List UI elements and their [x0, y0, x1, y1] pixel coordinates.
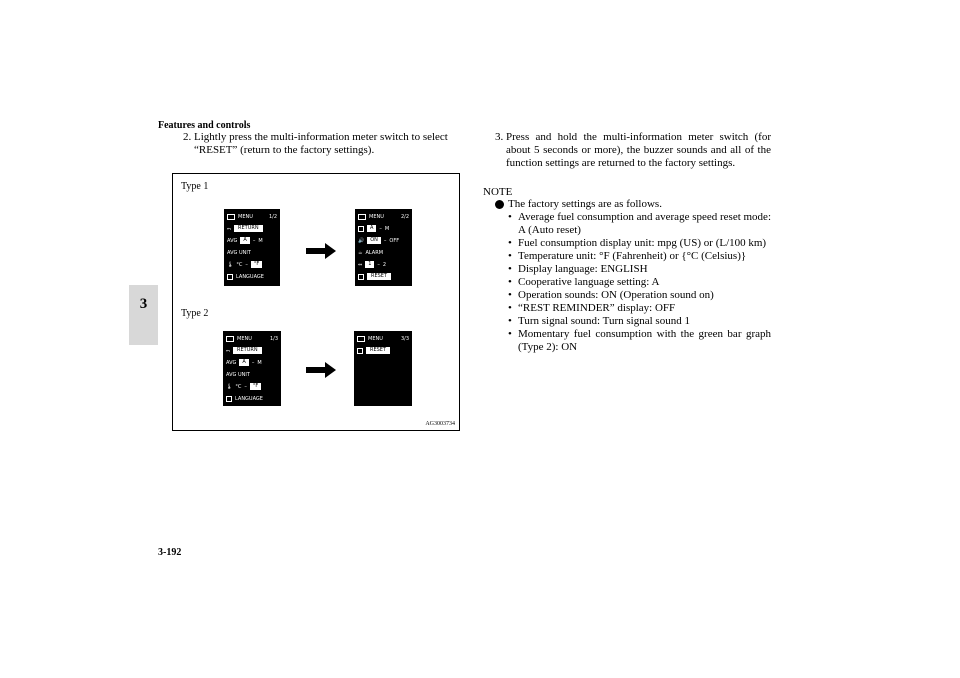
reset-icon [358, 274, 364, 280]
note-list [495, 198, 771, 354]
note-item: • Turn signal sound: Turn signal sound 1 [508, 315, 690, 327]
return-arrow-icon: ⮢ [227, 225, 232, 232]
type2-menu-screen-2: MENU 3/3 RESET [354, 331, 412, 406]
thermometer-icon: 🌡 [227, 261, 234, 268]
note-intro [495, 198, 771, 211]
step-2-number: 2. [183, 131, 192, 143]
menu-icon [226, 336, 234, 342]
language-icon [227, 274, 233, 280]
right-arrow-icon [306, 243, 336, 259]
type1-menu-screen-1: MENU 1/2 ⮢ RETURN AVG A – M AVG UNIT 🌡 °C – °F LANGUAGE [224, 209, 280, 286]
note-item: • Operation sounds: ON (Operation sound on) [508, 289, 714, 301]
note-item: • Momentary fuel consumption with the green bar graph (Type 2): ON [508, 328, 771, 353]
step-2 [183, 131, 461, 157]
step-3-number: 3. [495, 131, 504, 143]
bullet-dot-icon [495, 200, 504, 209]
type-1-label: Type 1 [181, 181, 209, 192]
language-icon [226, 396, 232, 402]
type-2-label: Type 2 [181, 308, 209, 319]
chapter-number: 3 [139, 296, 148, 312]
menu-icon [357, 336, 365, 342]
note-item: • “REST REMINDER” display: OFF [508, 302, 676, 314]
note-item: • Cooperative language setting: A [508, 276, 660, 288]
note-item: • Display language: ENGLISH [508, 263, 648, 275]
reset-icon [357, 348, 363, 354]
section-header: Features and controls [158, 120, 251, 131]
figure-code: AG3003734 [425, 421, 455, 427]
reset-mode-icon [358, 226, 364, 232]
return-arrow-icon: ⮢ [226, 347, 231, 354]
step-3 [495, 131, 771, 170]
type2-menu-screen-1: MENU 1/3 ⮢ RETURN AVG A – M AVG UNIT 🌡 °C – °F LANGUAGE [223, 331, 281, 406]
chapter-tab [129, 285, 158, 345]
speaker-icon: 🔊 [358, 237, 365, 244]
note-item: • Temperature unit: °F (Fahrenheit) or {°C (Celsius)} [508, 250, 747, 262]
step-2-text: Lightly press the multi-information meter switch to select “RESET” (return to the factory settings). [194, 131, 448, 156]
step-3-text: Press and hold the multi-information meter switch (for about 5 seconds or more), the buzzer sounds and all of the function settings are returned to the factory settings. [506, 131, 771, 169]
turn-signal-icon: ⇔ [358, 261, 363, 268]
menu-figure [172, 173, 460, 431]
page-number: 3-192 [158, 547, 182, 558]
note-label: NOTE [483, 186, 513, 198]
note-intro-text: The factory settings are as follows. [508, 198, 662, 210]
menu-icon [227, 214, 235, 220]
note-item: • Average fuel consumption and average speed reset mode: A (Auto reset) [508, 211, 771, 236]
menu-icon [358, 214, 366, 220]
type1-menu-screen-2: MENU 2/2 A – M 🔊 ON – OFF ☕ ALARM ⇔ 1 – 2 RESET [355, 209, 412, 286]
cup-icon: ☕ [358, 249, 363, 256]
right-arrow-icon [306, 362, 336, 378]
note-item: • Fuel consumption display unit: mpg (US) or (L/100 km) [508, 237, 767, 249]
thermometer-icon: 🌡 [226, 383, 233, 390]
